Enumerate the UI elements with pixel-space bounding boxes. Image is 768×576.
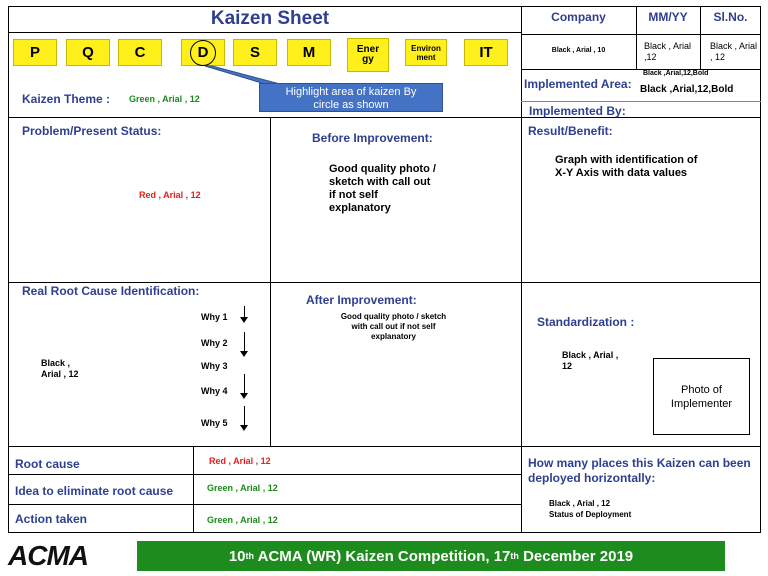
divider [8, 117, 761, 118]
before-improvement-label: Before Improvement: [312, 131, 433, 145]
deploy-note-1: Black , Arial , 12 [549, 499, 611, 508]
action-label: Action taken [15, 512, 88, 526]
implemented-area-note: Black ,Arial,12,Bold [640, 84, 734, 95]
down-arrow-icon [244, 306, 245, 318]
acma-logo: ACMA [8, 540, 88, 571]
highlight-callout: Highlight area of kaizen By circle as shown [259, 83, 443, 112]
divider [8, 474, 521, 475]
photo-label: Photo of Implementer [670, 383, 733, 410]
standardization-label: Standardization : [537, 315, 635, 329]
company-note: Black , Arial , 10 [551, 47, 606, 54]
slno-label: Sl.No. [713, 10, 748, 24]
kaizen-theme-label: Kaizen Theme : [22, 92, 111, 106]
root-cause-note: Red , Arial , 12 [209, 456, 271, 466]
action-note: Green , Arial , 12 [207, 515, 278, 525]
implemented-by-label: Implemented By: [529, 104, 626, 118]
idea-label: Idea to eliminate root cause [15, 484, 174, 498]
banner-sup-2: th [510, 551, 519, 561]
divider [8, 504, 521, 505]
category-d[interactable] [181, 39, 225, 66]
divider [521, 34, 761, 35]
mmyy-label: MM/YY [648, 10, 688, 24]
why-4: Why 4 [201, 386, 228, 396]
after-improvement-note: Good quality photo / sketch with call out if not self explanatory [340, 312, 447, 341]
banner-prefix: 10 [228, 547, 246, 565]
energy-label: Energy [356, 44, 380, 65]
before-improvement-note: Good quality photo / sketch with call out if not self explanatory [329, 163, 436, 214]
slno-note: Black , Arial , 12 [710, 41, 758, 62]
root-cause-id-label: Real Root Cause Identification: [22, 284, 200, 298]
banner-sup-1: th [245, 551, 255, 561]
page-title: Kaizen Sheet [210, 8, 330, 29]
environment-label: Environment [411, 43, 441, 62]
photo-of-implementer [653, 358, 750, 435]
mmyy-note: Black , Arial ,12 [644, 41, 692, 62]
divider [8, 282, 761, 283]
why-2: Why 2 [201, 338, 228, 348]
down-arrow-icon [244, 332, 245, 352]
category-m[interactable]: M [287, 39, 331, 66]
category-s[interactable]: S [233, 39, 277, 66]
deploy-note-2: Status of Deployment [549, 510, 632, 519]
divider [521, 6, 522, 533]
category-q[interactable]: Q [66, 39, 110, 66]
category-c[interactable]: C [118, 39, 162, 66]
result-label: Result/Benefit: [528, 124, 613, 138]
kaizen-theme-note: Green , Arial , 12 [129, 94, 200, 104]
category-environment[interactable] [405, 39, 447, 66]
highlight-circle: D [190, 40, 216, 66]
down-arrow-icon [244, 374, 245, 394]
divider [193, 446, 194, 533]
result-note: Graph with identification of X-Y Axis with data values [555, 154, 698, 179]
divider [521, 69, 761, 70]
implemented-area-label: Implemented Area: [524, 77, 632, 91]
down-arrow-icon [244, 406, 245, 426]
footer-banner [137, 541, 725, 571]
deploy-label: How many places this Kaizen can been deployed horizontally: [528, 456, 751, 485]
problem-note: Red , Arial , 12 [139, 190, 201, 200]
after-improvement-label: After Improvement: [306, 293, 417, 307]
category-it[interactable]: IT [464, 39, 508, 66]
company-label: Company [551, 10, 606, 24]
banner-suffix: December 2019 [518, 547, 634, 565]
problem-label: Problem/Present Status: [22, 124, 162, 138]
why-1: Why 1 [201, 312, 228, 322]
banner-mid: ACMA (WR) Kaizen Competition, 17 [254, 547, 511, 565]
category-p[interactable]: P [13, 39, 57, 66]
root-cause-label: Root cause [15, 457, 80, 471]
implemented-area-note-small: Black ,Arial,12,Bold [643, 70, 709, 77]
standardization-note: Black , Arial , 12 [562, 350, 619, 371]
why-5: Why 5 [201, 418, 228, 428]
why-3: Why 3 [201, 361, 228, 371]
divider [8, 32, 521, 33]
idea-note: Green , Arial , 12 [207, 483, 278, 493]
divider [8, 446, 761, 447]
divider [521, 101, 761, 102]
category-energy[interactable] [347, 38, 389, 72]
root-cause-id-note: Black , Arial , 12 [41, 358, 79, 379]
